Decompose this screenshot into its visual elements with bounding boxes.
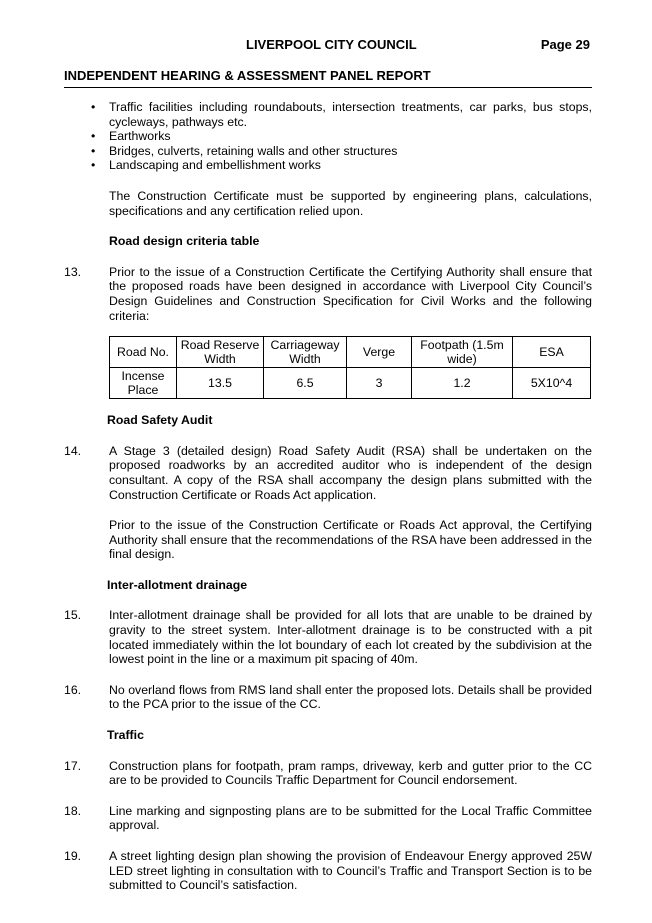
list-item: • Bridges, culverts, retaining walls and other structures — [91, 143, 398, 158]
condition-text: Line marking and signposting plans are to be submitted for the Local Traffic Committee approval. — [109, 803, 592, 833]
condition-text: Prior to the issue of a Construction Certificate the Certifying Authority shall ensure that the proposed roads have been designed in accordance with Liverpool City Council’s Design Guidelines and Construction Specification for Civil Works and the following criteria: — [109, 264, 592, 323]
road-design-criteria-table — [109, 336, 591, 399]
bullet-icon: • — [91, 129, 96, 144]
table-cell: 6.5 — [264, 368, 347, 399]
page-content — [64, 100, 592, 893]
table-cell: 3 — [347, 368, 412, 399]
table-header-cell: Road Reserve Width — [177, 337, 264, 368]
condition-number: 14. — [64, 443, 82, 458]
page-number: Page 29 — [540, 37, 590, 52]
section-heading-inter-allotment: Inter-allotment drainage — [107, 577, 248, 592]
header-divider — [64, 87, 592, 88]
condition-14 — [64, 444, 592, 502]
condition-13 — [64, 265, 592, 323]
council-name: LIVERPOOL CITY COUNCIL — [246, 37, 417, 52]
condition-number: 16. — [64, 682, 82, 697]
table-header-cell: Carriageway Width — [264, 337, 347, 368]
condition-17 — [64, 759, 592, 788]
bullet-icon: • — [91, 158, 96, 173]
condition-number: 13. — [64, 264, 82, 279]
table-header-row — [110, 337, 591, 368]
condition-text: No overland flows from RMS land shall enter the proposed lots. Details shall be provided to the PCA prior to the issue of the CC. — [109, 682, 592, 712]
condition-text: Construction plans for footpath, pram ramps, driveway, kerb and gutter prior to the CC are to be provided to Councils Traffic Department for Council endorsement. — [109, 758, 592, 788]
condition-16 — [64, 683, 592, 712]
table-header-cell: Road No. — [110, 337, 177, 368]
table-cell: 1.2 — [412, 368, 513, 399]
condition-number: 15. — [64, 608, 82, 623]
condition-text: A street lighting design plan showing the provision of Endeavour Energy approved 25W LED street lighting in consultation with to Council’s Traffic and Transport Section is to be submitted to Council’s satisfaction. — [109, 849, 592, 893]
bullet-icon: • — [91, 100, 96, 114]
table-header-cell: Verge — [347, 337, 412, 368]
table-header-cell: ESA — [513, 337, 591, 368]
table-cell: Incense Place — [110, 368, 177, 399]
condition-14-followup: Prior to the issue of the Construction Certificate or Roads Act approval, the Certifying Authority shall ensure that the recommendations of the RSA have been addressed in the final design. — [109, 518, 592, 562]
condition-number: 19. — [64, 849, 82, 863]
condition-text: A Stage 3 (detailed design) Road Safety Audit (RSA) shall be undertaken on the proposed roadworks by an accredited auditor who is independent of the design consultant. A copy of the RSA shall accompany the design plans submitted with the Construction Certificate or Roads Act application. — [109, 443, 592, 502]
construction-certificate-paragraph: The Construction Certificate must be supported by engineering plans, calculations, specifications and any certification relied upon. — [109, 188, 592, 218]
list-item: • Traffic facilities including roundabouts, intersection treatments, car parks, bus stops, cycleways, pathways etc. — [91, 100, 592, 129]
works-bullet-list — [64, 100, 592, 173]
condition-number: 18. — [64, 803, 82, 818]
condition-18 — [64, 804, 592, 833]
condition-19 — [64, 849, 592, 893]
report-title: INDEPENDENT HEARING & ASSESSMENT PANEL REPORT — [64, 68, 431, 83]
table-cell: 5X10^4 — [513, 368, 591, 399]
bullet-icon: • — [91, 143, 96, 158]
table-row — [110, 368, 591, 399]
table-header-cell: Footpath (1.5m wide) — [412, 337, 513, 368]
list-item: • Earthworks — [91, 129, 171, 144]
section-heading-road-design: Road design criteria table — [109, 234, 260, 249]
condition-text: Inter-allotment drainage shall be provided for all lots that are unable to be drained by gravity to the street system. Inter-allotment drainage is to be constructed with a pit located immediately within the lot boundary of each lot created by the subdivision at the lowest point in the line or a maximum pit spacing of 40m. — [109, 608, 592, 667]
condition-15 — [64, 608, 592, 666]
section-heading-traffic: Traffic — [107, 728, 144, 743]
table-cell: 13.5 — [177, 368, 264, 399]
section-heading-road-safety: Road Safety Audit — [107, 413, 213, 428]
list-item: • Landscaping and embellishment works — [91, 158, 321, 173]
condition-number: 17. — [64, 758, 82, 773]
